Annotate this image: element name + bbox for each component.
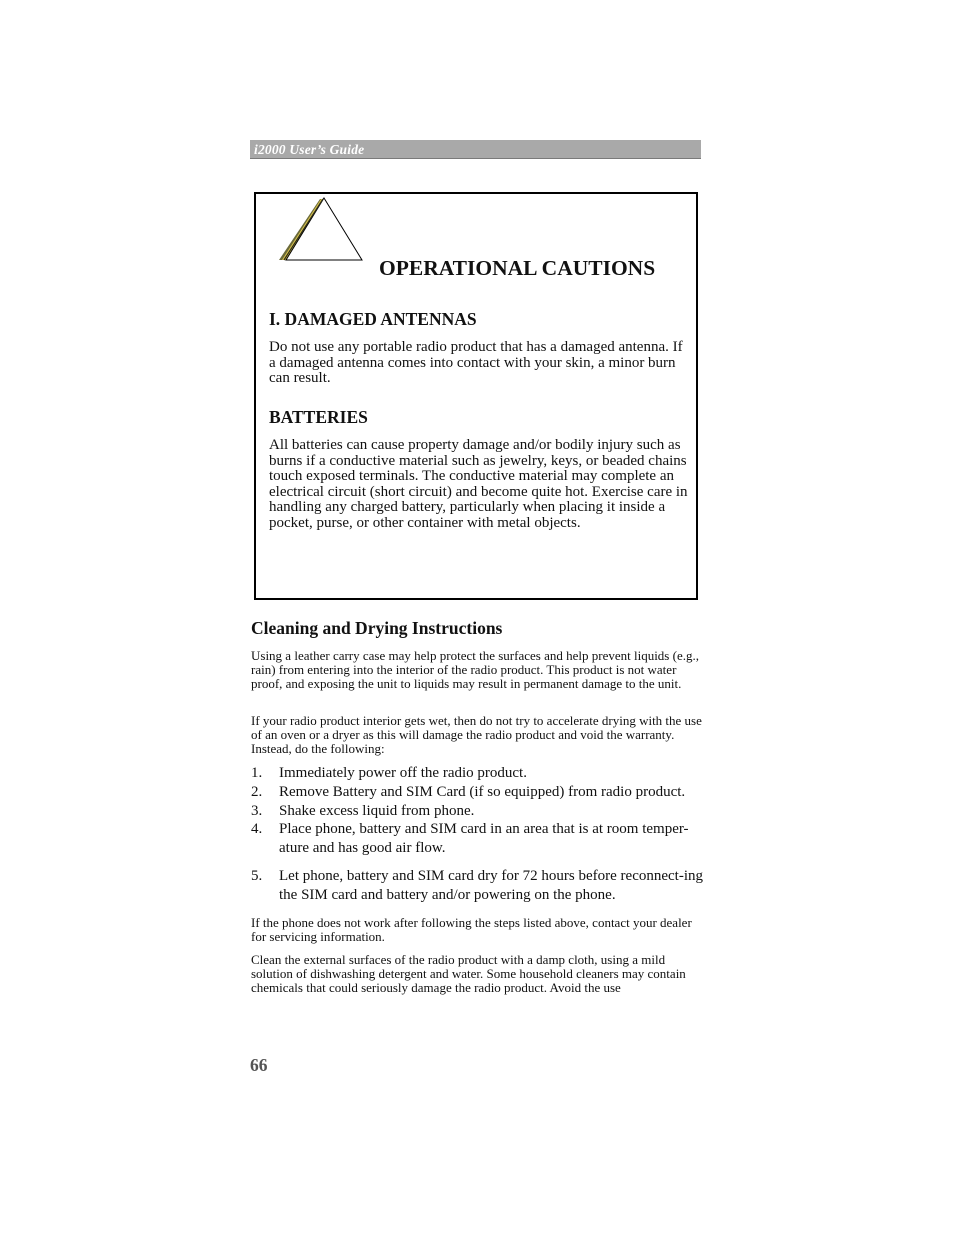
running-header [250, 140, 701, 159]
batteries-heading: BATTERIES [269, 407, 368, 427]
running-header-title: i2000 User’s Guide [254, 142, 365, 157]
warning-triangle-icon [276, 196, 366, 264]
damaged-antennas-text: Do not use any portable radio product that has a damaged antenna. If a damaged antenna comes into contact with your skin, a minor burn can result. [269, 339, 683, 387]
cautions-title: OPERATIONAL CAUTIONS [379, 256, 656, 280]
cleaning-paragraph-1: Using a leather carry case may help protect the surfaces and help prevent liquids (e.g., rain) from entering into the interior of the radio product. This product is not water proof, and exposing the unit to liquids may result in permanent damage to the unit. [251, 648, 699, 692]
damaged-antennas-heading: I. DAMAGED ANTENNAS [269, 309, 477, 329]
step-text: Place phone, battery and SIM card in an area that is at room temper-ature and has good air flow. [279, 821, 689, 856]
step-number: 5. [251, 868, 263, 884]
cleaning-paragraph-3: If the phone does not work after following the steps listed above, contact your dealer for servicing information. [251, 915, 692, 945]
operational-cautions-box [254, 192, 698, 600]
cleaning-paragraph-2: If your radio product interior gets wet, then do not try to accelerate drying with the use of an oven or a dryer as this will damage the radio product and void the warranty. Instead, do the following: [251, 713, 702, 757]
batteries-text: All batteries can cause property damage and/or bodily injury such as burns if a conductive material such as jewelry, keys, or beaded chains touch exposed terminals. The conductive material may complete an electrical circuit (short circuit) and become quite hot. Exercise care in handling any charged battery, particularly when placing it inside a pocket, purse, or other container with metal objects. [269, 437, 688, 531]
step-text: Remove Battery and SIM Card (if so equipped) from radio product. [279, 784, 686, 800]
cleaning-section-title: Cleaning and Drying Instructions [251, 618, 503, 638]
page-number: 66 [250, 1055, 268, 1075]
step-text: Immediately power off the radio product. [279, 765, 527, 781]
step-text: Let phone, battery and SIM card dry for 72 hours before reconnect-ing the SIM card and battery and/or powering on the phone. [279, 868, 704, 903]
step-number: 3. [251, 803, 263, 819]
cleaning-paragraph-4: Clean the external surfaces of the radio product with a damp cloth, using a mild solution of dishwashing detergent and water. Some household cleaners may contain chemicals that could seriously damage the radio product. Avoid the use [251, 952, 686, 996]
step-number: 1. [251, 765, 263, 781]
step-number: 2. [251, 784, 263, 800]
step-number: 4. [251, 821, 263, 837]
step-text: Shake excess liquid from phone. [279, 803, 475, 819]
